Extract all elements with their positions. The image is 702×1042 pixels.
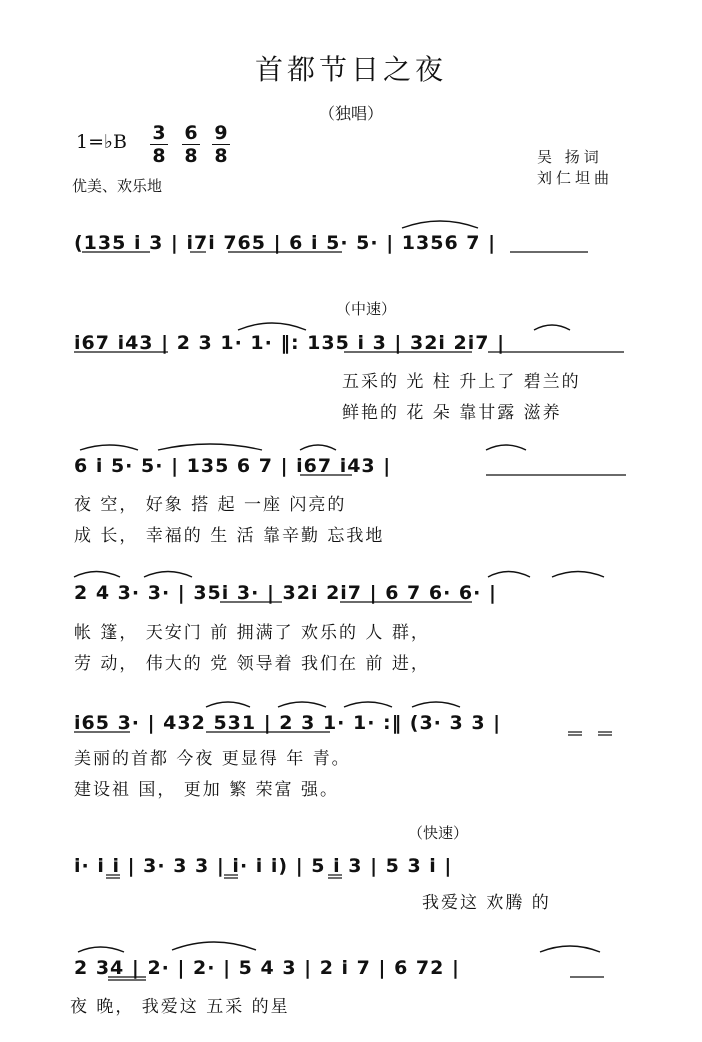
slur bbox=[80, 445, 138, 450]
lyric-row-2-verse-2: 鲜艳的 花 朵 靠甘露 滋养 bbox=[342, 403, 562, 423]
meter-numerator: 3 bbox=[152, 122, 166, 144]
notation-row-3: 6 i 5· 5· | 135 6 7 | i67 i43 | bbox=[74, 455, 392, 477]
lyricist-credit: 吴 扬词 bbox=[537, 148, 603, 166]
key-signature: 1=♭B bbox=[76, 131, 127, 153]
meter-numerator: 6 bbox=[184, 122, 198, 144]
notation-row-7: 2 34 | 2· | 2· | 5 4 3 | 2 i 7 | 6 72 | bbox=[74, 957, 460, 979]
lyric-row-4-verse-1: 帐 篷， 天安门 前 拥满了 欢乐的 人 群， bbox=[74, 623, 430, 643]
tempo-marking: 优美、欢乐地 bbox=[72, 177, 163, 195]
lyric-row-3-verse-2: 成 长， 幸福的 生 活 靠辛勤 忘我地 bbox=[74, 526, 385, 546]
tempo-mark-middle: （中速） bbox=[336, 300, 397, 318]
slur bbox=[172, 942, 256, 950]
song-title: 首都节日之夜 bbox=[254, 53, 447, 86]
slur bbox=[412, 702, 460, 707]
song-subtitle: （独唱） bbox=[318, 104, 383, 123]
lyric-row-5-verse-2: 建设祖 国， 更加 繁 荣富 强。 bbox=[74, 780, 340, 800]
lyric-row-6-verse-1: 我爱这 欢腾 的 bbox=[422, 893, 551, 913]
notation-row-4: 2 4 3· 3· | 35i 3· | 32i 2i7 | 6 7 6· 6· | bbox=[74, 582, 497, 604]
slur bbox=[552, 572, 604, 578]
meter-denominator: 8 bbox=[152, 145, 166, 167]
lyric-row-5-verse-1: 美丽的首都 今夜 更显得 年 青。 bbox=[74, 749, 351, 769]
slur bbox=[238, 323, 306, 330]
notation-row-6: i· i i | 3· 3 3 | i· i i) | 5 i 3 | 5 3 i | bbox=[74, 855, 453, 877]
notation-row-2: i67 i43 | 2 3 1· 1· ‖: 135 i 3 | 32i 2i7 | bbox=[74, 332, 506, 354]
slur bbox=[78, 947, 124, 952]
meter-denominator: 8 bbox=[214, 145, 228, 167]
lyric-row-2-verse-1: 五采的 光 柱 升上了 碧兰的 bbox=[342, 372, 581, 392]
slur bbox=[540, 946, 600, 952]
notation-row-1: (135 i 3 | i7i 765 | 6 i 5· 5· | 1356 7 | bbox=[74, 232, 497, 254]
meter-numerator: 9 bbox=[214, 122, 228, 144]
slur bbox=[402, 221, 478, 228]
slur bbox=[488, 572, 530, 578]
slur bbox=[534, 325, 570, 330]
lyric-row-3-verse-1: 夜 空， 好象 搭 起 一座 闪亮的 bbox=[74, 495, 347, 515]
notation-row-5: i65 3· | 432 531 | 2 3 1· 1· :‖ (3· 3 3 | bbox=[74, 712, 502, 734]
lyric-row-4-verse-2: 劳 动， 伟大的 党 领导着 我们在 前 进， bbox=[74, 654, 430, 674]
slur bbox=[486, 445, 526, 450]
composer-credit: 刘仁坦曲 bbox=[537, 169, 614, 187]
tempo-mark-fast: （快速） bbox=[408, 824, 469, 842]
slur bbox=[158, 444, 262, 450]
meter-denominator: 8 bbox=[184, 145, 198, 167]
slur bbox=[206, 702, 250, 707]
slur bbox=[278, 702, 326, 707]
slur bbox=[300, 445, 336, 450]
slur bbox=[344, 702, 392, 707]
slur bbox=[144, 572, 192, 578]
slur bbox=[74, 572, 120, 578]
lyric-row-7-verse-1: 夜 晚， 我爱这 五采 的星 bbox=[70, 997, 290, 1017]
